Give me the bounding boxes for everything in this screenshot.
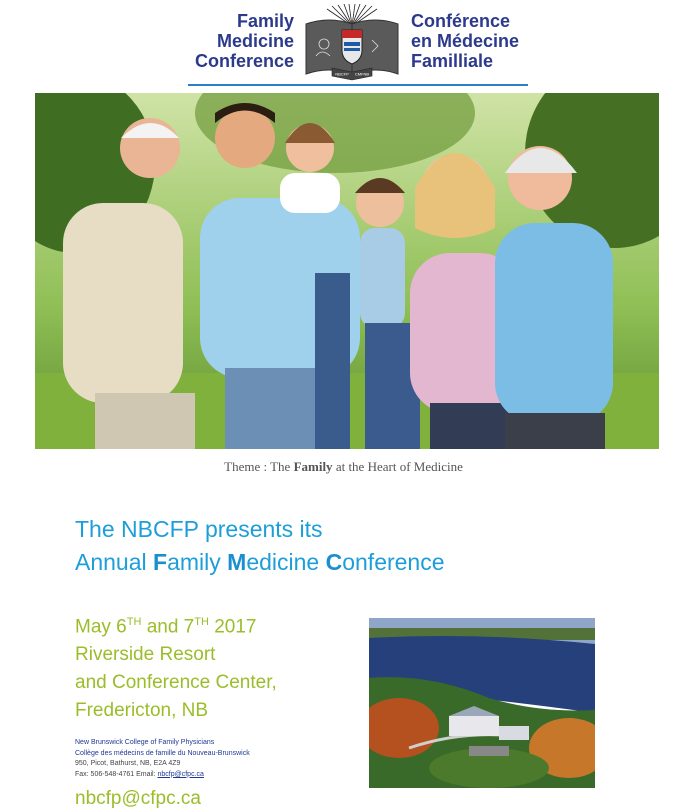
college-contact-line: [75, 770, 250, 781]
header-title-french: [411, 11, 519, 71]
venue-line-1: Riverside Resort: [75, 644, 216, 666]
family-photo: [35, 93, 659, 449]
title-line-1: The NBCFP presents its: [75, 516, 323, 542]
date-sup-a: TH: [126, 616, 142, 628]
theme-caption: [0, 459, 687, 475]
header-title-english: [195, 11, 294, 71]
date-part-a: May 6: [75, 616, 127, 638]
title-line-2: [75, 546, 445, 579]
header-en-line-1: Family: [236, 11, 294, 31]
header-en-line-3: Conference: [194, 51, 294, 71]
logo-ribbon-left: NBCFP: [335, 71, 349, 77]
event-details: [75, 608, 277, 725]
venue-city: Fredericton, NB: [75, 700, 209, 722]
theme-prefix: Theme : The: [224, 459, 294, 474]
college-name-en: New Brunswick College of Family Physicians: [75, 739, 215, 746]
event-date: [75, 608, 277, 641]
title-cap-m: M: [227, 549, 247, 575]
title-cap-f: F: [153, 549, 168, 575]
college-contact: [75, 738, 250, 780]
date-sup-b: TH: [194, 616, 209, 628]
conference-title: [75, 513, 445, 579]
header-fr-line-3: Familliale: [411, 51, 494, 71]
theme-emphasis: Family: [293, 459, 333, 474]
date-part-c: 2017: [208, 616, 257, 638]
header-fr-line-2: en Médecine: [411, 31, 520, 51]
email-fragment: nbcfp@cfpc.ca: [75, 788, 201, 809]
college-email-link[interactable]: nbcfp@cfpc.ca: [157, 770, 204, 778]
header-fr-line-1: Conférence: [411, 11, 511, 31]
page-header: [0, 0, 687, 92]
college-address: 950, Picot, Bathurst, NB, E2A 4Z9: [75, 760, 181, 767]
title-family: amily: [167, 549, 228, 575]
header-en-line-2: Medicine: [216, 31, 294, 51]
title-medicine: edicine: [246, 549, 326, 575]
title-conference: onference: [342, 549, 445, 575]
theme-suffix: at the Heart of Medicine: [332, 459, 463, 474]
title-annual: Annual: [75, 549, 154, 575]
date-part-b: and 7: [141, 616, 195, 638]
logo-ribbon-right: CMFNB: [354, 71, 370, 77]
venue-line-2: and Conference Center,: [75, 672, 277, 694]
college-name-fr: Collège des médecins de famille du Nouveau-Brunswick: [75, 749, 250, 757]
college-fax: Fax: 506-548-4761 Email:: [75, 770, 158, 778]
header-divider: [188, 84, 528, 86]
title-cap-c: C: [325, 549, 343, 575]
resort-aerial-photo: [369, 618, 595, 788]
conference-logo-icon: [302, 4, 402, 84]
